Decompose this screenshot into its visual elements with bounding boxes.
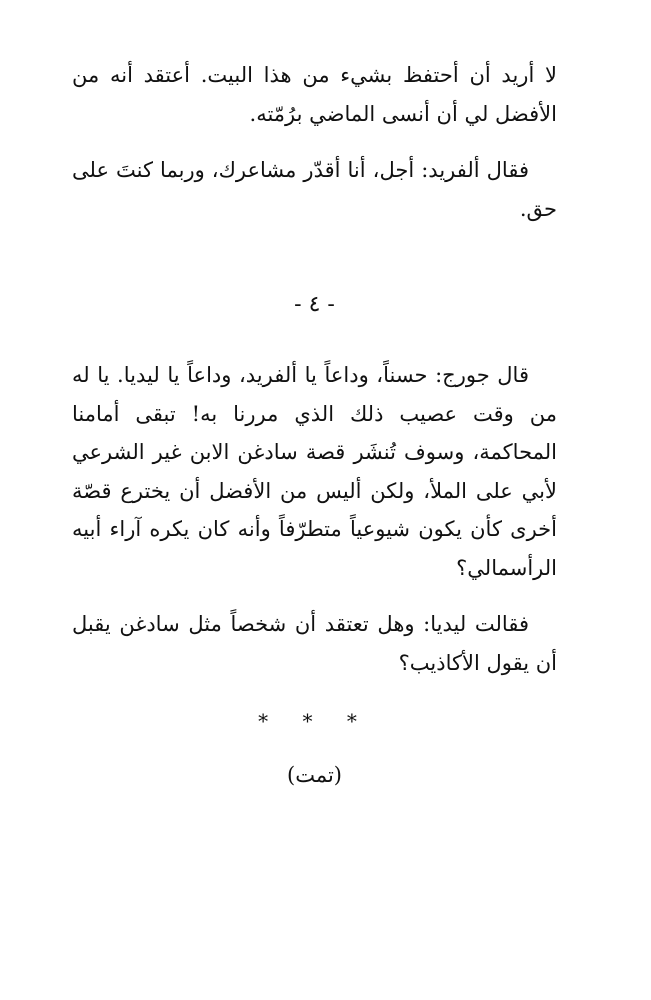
ending-mark: (تمت) (287, 763, 342, 787)
paragraph: فقالت ليديا: وهل تعتقد أن شخصاً مثل سادغن يقبل أن يقول الأكاذيب؟ (72, 612, 557, 675)
paragraph: قال جورج: حسناً، وداعاً يا ألفريد، وداعاً يا ليديا. يا له من وقت عصيب ذلك الذي مررنا به! تبقى أمامنا المحاكمة، وسوف تُنشَر قصة سادغن الابن غير الشرعي لأبي على الملأ، ولكن أليس من الأفضل أن يخترع قصّة أخرى كأن يكون شيوعياً متطرّفاً وأنه كان يكره آراء أبيه الرأسمالي؟ (72, 363, 557, 580)
section-number: - ٤ - (294, 292, 335, 317)
book-page (72, 56, 557, 790)
paragraph: فقال ألفريد: أجل، أنا أقدّر مشاعرك، وربما كنتَ على حق. (72, 158, 557, 221)
section-ornament: * * * (258, 709, 371, 733)
paragraph: لا أريد أن أحتفظ بشيء من هذا البيت. أعتقد أنه من الأفضل لي أن أنسى الماضي برُمّته. (72, 63, 557, 126)
